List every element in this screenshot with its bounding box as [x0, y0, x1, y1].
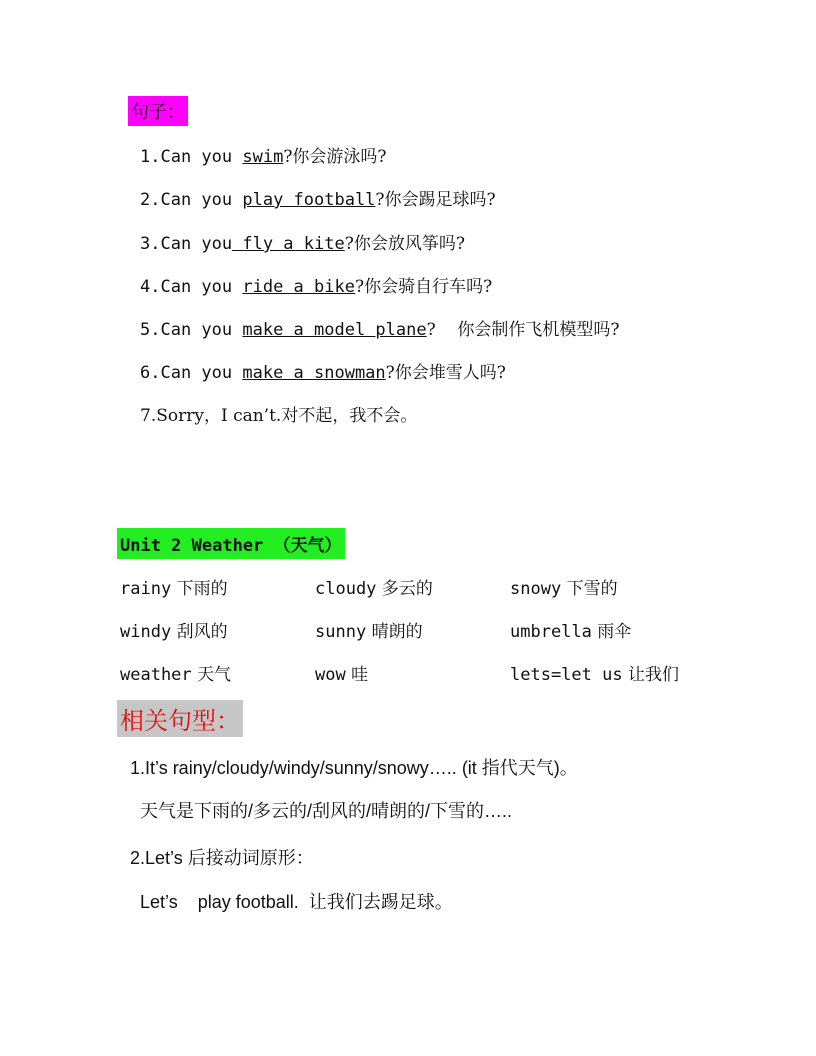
sentence-phrase: ride a bike	[242, 277, 355, 297]
sentence-phrase: make a snowman	[242, 363, 386, 383]
pattern-line-3: 2.Let’s 后接动词原形：	[130, 848, 314, 868]
vocab-zh: 晴朗的	[371, 622, 423, 642]
vocab-en: sunny	[315, 622, 367, 642]
vocab-zh: 雨伞	[597, 622, 632, 642]
vocab-item	[120, 617, 228, 642]
sentence-prefix: 5.Can you	[140, 320, 243, 340]
vocab-item	[315, 574, 433, 599]
vocab-en: rainy	[120, 579, 172, 599]
vocab-item	[315, 617, 423, 642]
sentence-5	[140, 315, 619, 340]
vocab-zh: 下雪的	[566, 579, 618, 599]
sentence-prefix: 4.Can you	[140, 277, 243, 297]
vocab-en: umbrella	[510, 622, 592, 642]
vocab-zh: 让我们	[628, 665, 679, 685]
sentence-text: 7.Sorry，I can’t.对不起，我不会。	[140, 406, 418, 426]
sentence-suffix: ?你会骑自行车吗?	[354, 277, 493, 297]
sentence-6	[140, 358, 506, 383]
vocab-item	[510, 617, 631, 642]
vocab-zh: 刮风的	[176, 622, 228, 642]
vocab-en: lets=let us	[510, 665, 623, 685]
vocab-en: windy	[120, 622, 172, 642]
sentence-prefix: 2.Can you	[140, 190, 243, 210]
vocab-zh: 天气	[197, 665, 232, 685]
pattern-line-2: 天气是下雨的/多云的/刮风的/晴朗的/下雪的…..	[140, 801, 513, 821]
vocab-item	[510, 574, 618, 599]
vocab-item	[120, 660, 231, 685]
sentence-phrase: play football	[242, 190, 376, 210]
sentences-heading: 句子：	[128, 96, 188, 126]
pattern-line-1: 1.It’s rainy/cloudy/windy/sunny/snowy….. (it 指代天气)。	[130, 758, 578, 778]
sentence-suffix: ?你会游泳吗?	[283, 147, 387, 167]
sentence-suffix: ? 你会制作飞机模型吗?	[426, 320, 620, 340]
vocab-en: weather	[120, 665, 192, 685]
sentence-phrase: fly a kite	[232, 234, 345, 254]
sentence-prefix: 3.Can you	[140, 234, 233, 254]
vocab-item	[120, 574, 228, 599]
sentence-phrase: swim	[242, 147, 284, 167]
sentence-1	[140, 142, 387, 167]
sentence-7	[140, 401, 417, 426]
sentence-4	[140, 272, 492, 297]
unit-heading: Unit 2 Weather （天气）	[117, 528, 345, 559]
vocab-item	[315, 660, 368, 685]
vocab-item	[510, 660, 679, 685]
sentence-prefix: 6.Can you	[140, 363, 243, 383]
sentence-suffix: ?你会堆雪人吗?	[385, 363, 506, 383]
vocab-en: cloudy	[315, 579, 377, 599]
vocab-en: wow	[315, 665, 346, 685]
vocab-zh: 下雨的	[176, 579, 228, 599]
sentence-suffix: ?你会踢足球吗?	[375, 190, 496, 210]
sentence-2	[140, 185, 496, 210]
pattern-line-4: Let’s play football. 让我们去踢足球。	[140, 892, 453, 912]
patterns-heading: 相关句型：	[117, 700, 243, 737]
vocab-zh: 多云的	[381, 579, 433, 599]
sentence-3	[140, 229, 465, 254]
sentence-phrase: make a model plane	[242, 320, 427, 340]
vocab-zh: 哇	[351, 665, 369, 685]
sentence-prefix: 1.Can you	[140, 147, 243, 167]
sentence-suffix: ?你会放风筝吗?	[344, 234, 465, 254]
vocab-en: snowy	[510, 579, 562, 599]
